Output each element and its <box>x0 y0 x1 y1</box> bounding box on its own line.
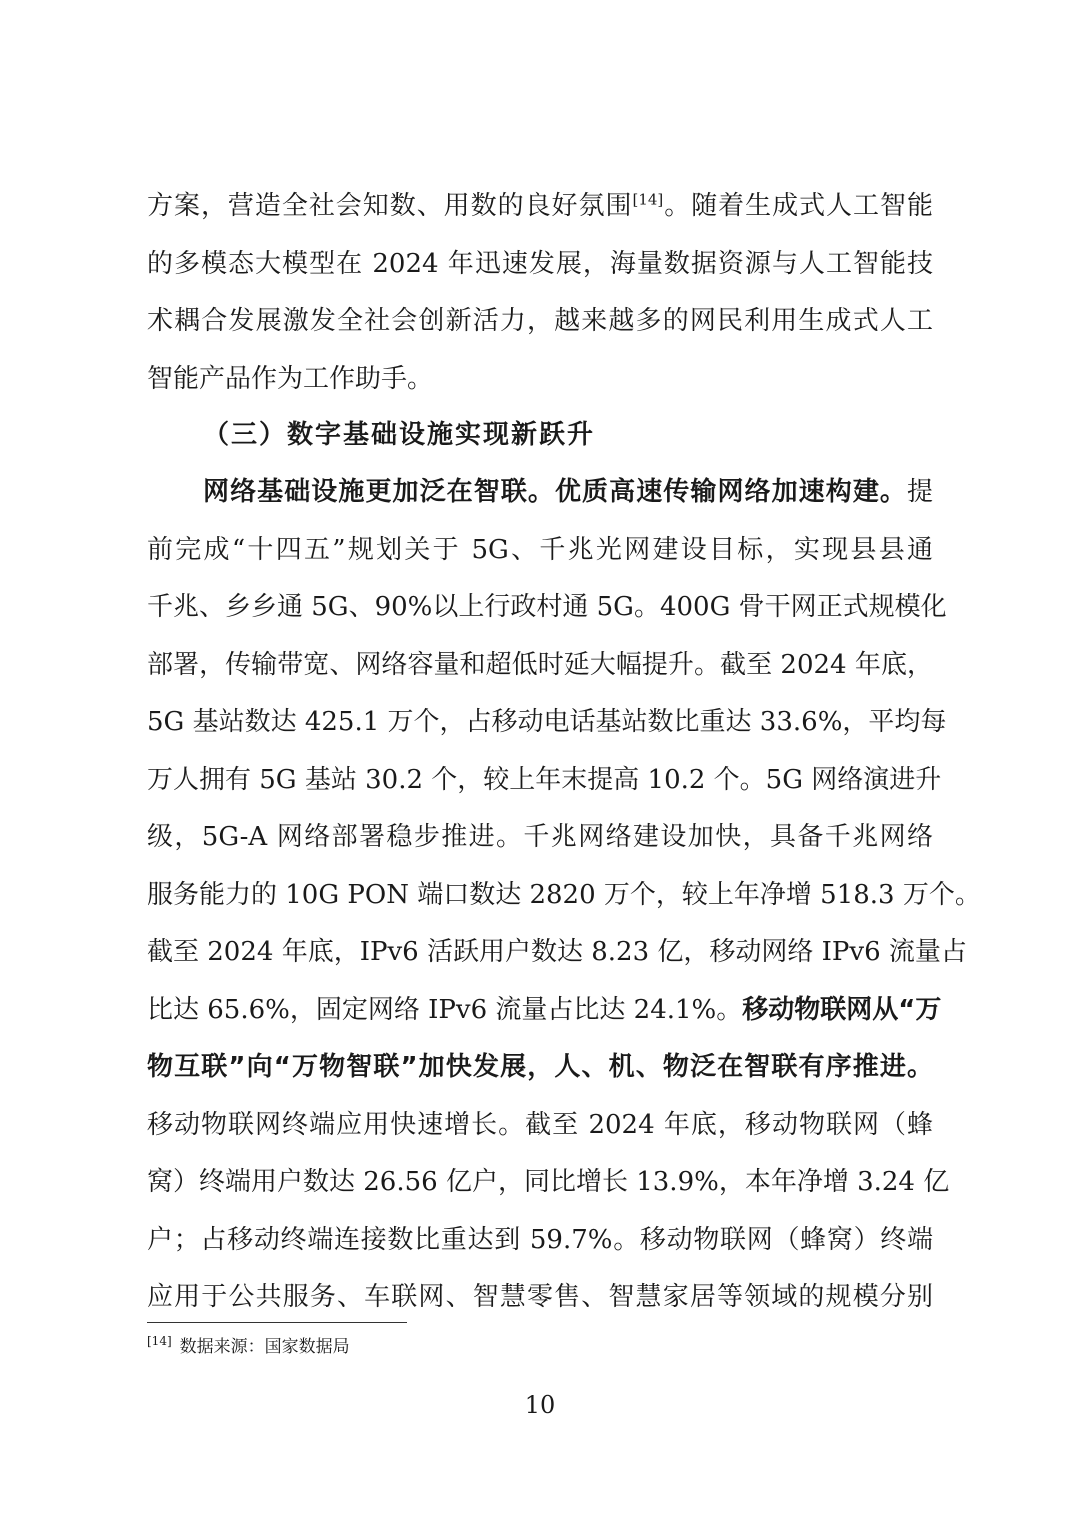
text-line: 户；占移动终端连接数比重达到 59.7%。移动物联网（蜂窝）终端 <box>147 1224 933 1255</box>
text-line: 智能产品作为工作助手。 <box>147 363 434 394</box>
text-line: 比达 65.6%，固定网络 IPv6 流量占比达 24.1%。移动物联网从“万 <box>147 994 942 1025</box>
paragraph-2 <box>147 464 981 1327</box>
footnote <box>147 1334 350 1360</box>
footnote-reference[interactable]: [14] <box>632 190 664 209</box>
footnote-mark: [14] <box>147 1334 172 1349</box>
text-line: 万人拥有 5G 基站 30.2 个，较上年末提高 10.2 个。5G 网络演进升 <box>147 764 942 795</box>
text-line: 移动物联网终端应用快速增长。截至 2024 年底，移动物联网（蜂 <box>147 1109 933 1140</box>
text-line: 前完成“十四五”规划关于 5G、千兆光网建设目标，实现县县通 <box>147 534 933 565</box>
text-line: 级，5G-A 网络部署稳步推进。千兆网络建设加快，具备千兆网络 <box>147 822 933 852</box>
footnote-text: 数据来源：国家数据局 <box>179 1337 350 1357</box>
bold-lead: 网络基础设施更加泛在智联。优质高速传输网络加速构建。 <box>203 477 907 507</box>
text-line: 术耦合发展激发全社会创新活力，越来越多的网民利用生成式人工 <box>147 306 933 336</box>
text-line: 方案，营造全社会知数、用数的良好氛围[14]。随着生成式人工智能 <box>147 190 933 221</box>
text-line: 窝）终端用户数达 26.56 亿户，同比增长 13.9%，本年净增 3.24 亿 <box>147 1167 950 1197</box>
text-line: 千兆、乡乡通 5G、90%以上行政村通 5G。400G 骨干网正式规模化 <box>147 592 947 622</box>
text-line: 截至 2024 年底，IPv6 活跃用户数达 8.23 亿，移动网络 IPv6 流量占 <box>147 937 967 967</box>
text-line: 网络基础设施更加泛在智联。优质高速传输网络加速构建。提 <box>203 477 933 507</box>
text-line: 应用于公共服务、车联网、智慧零售、智慧家居等领域的规模分别 <box>147 1282 933 1312</box>
bold-phrase: 移动物联网从“万 <box>742 994 942 1025</box>
section-heading: （三）数字基础设施实现新跃升 <box>203 420 596 450</box>
text-line: 的多模态大模型在 2024 年迅速发展，海量数据资源与人工智能技 <box>147 248 933 279</box>
paragraph-1 <box>147 178 933 408</box>
bold-line: 物互联”向“万物智联”加快发展，人、机、物泛在智联有序推进。 <box>147 1052 933 1082</box>
text-line: 5G 基站数达 425.1 万个，占移动电话基站数比重达 33.6%，平均每 <box>147 707 947 737</box>
text-line: 服务能力的 10G PON 端口数达 2820 万个，较上年净增 518.3 万个。 <box>147 879 981 910</box>
page-number: 10 <box>524 1391 556 1419</box>
footnote-divider <box>147 1322 407 1323</box>
text-line: 部署，传输带宽、网络容量和超低时延大幅提升。截至 2024 年底， <box>147 649 933 680</box>
